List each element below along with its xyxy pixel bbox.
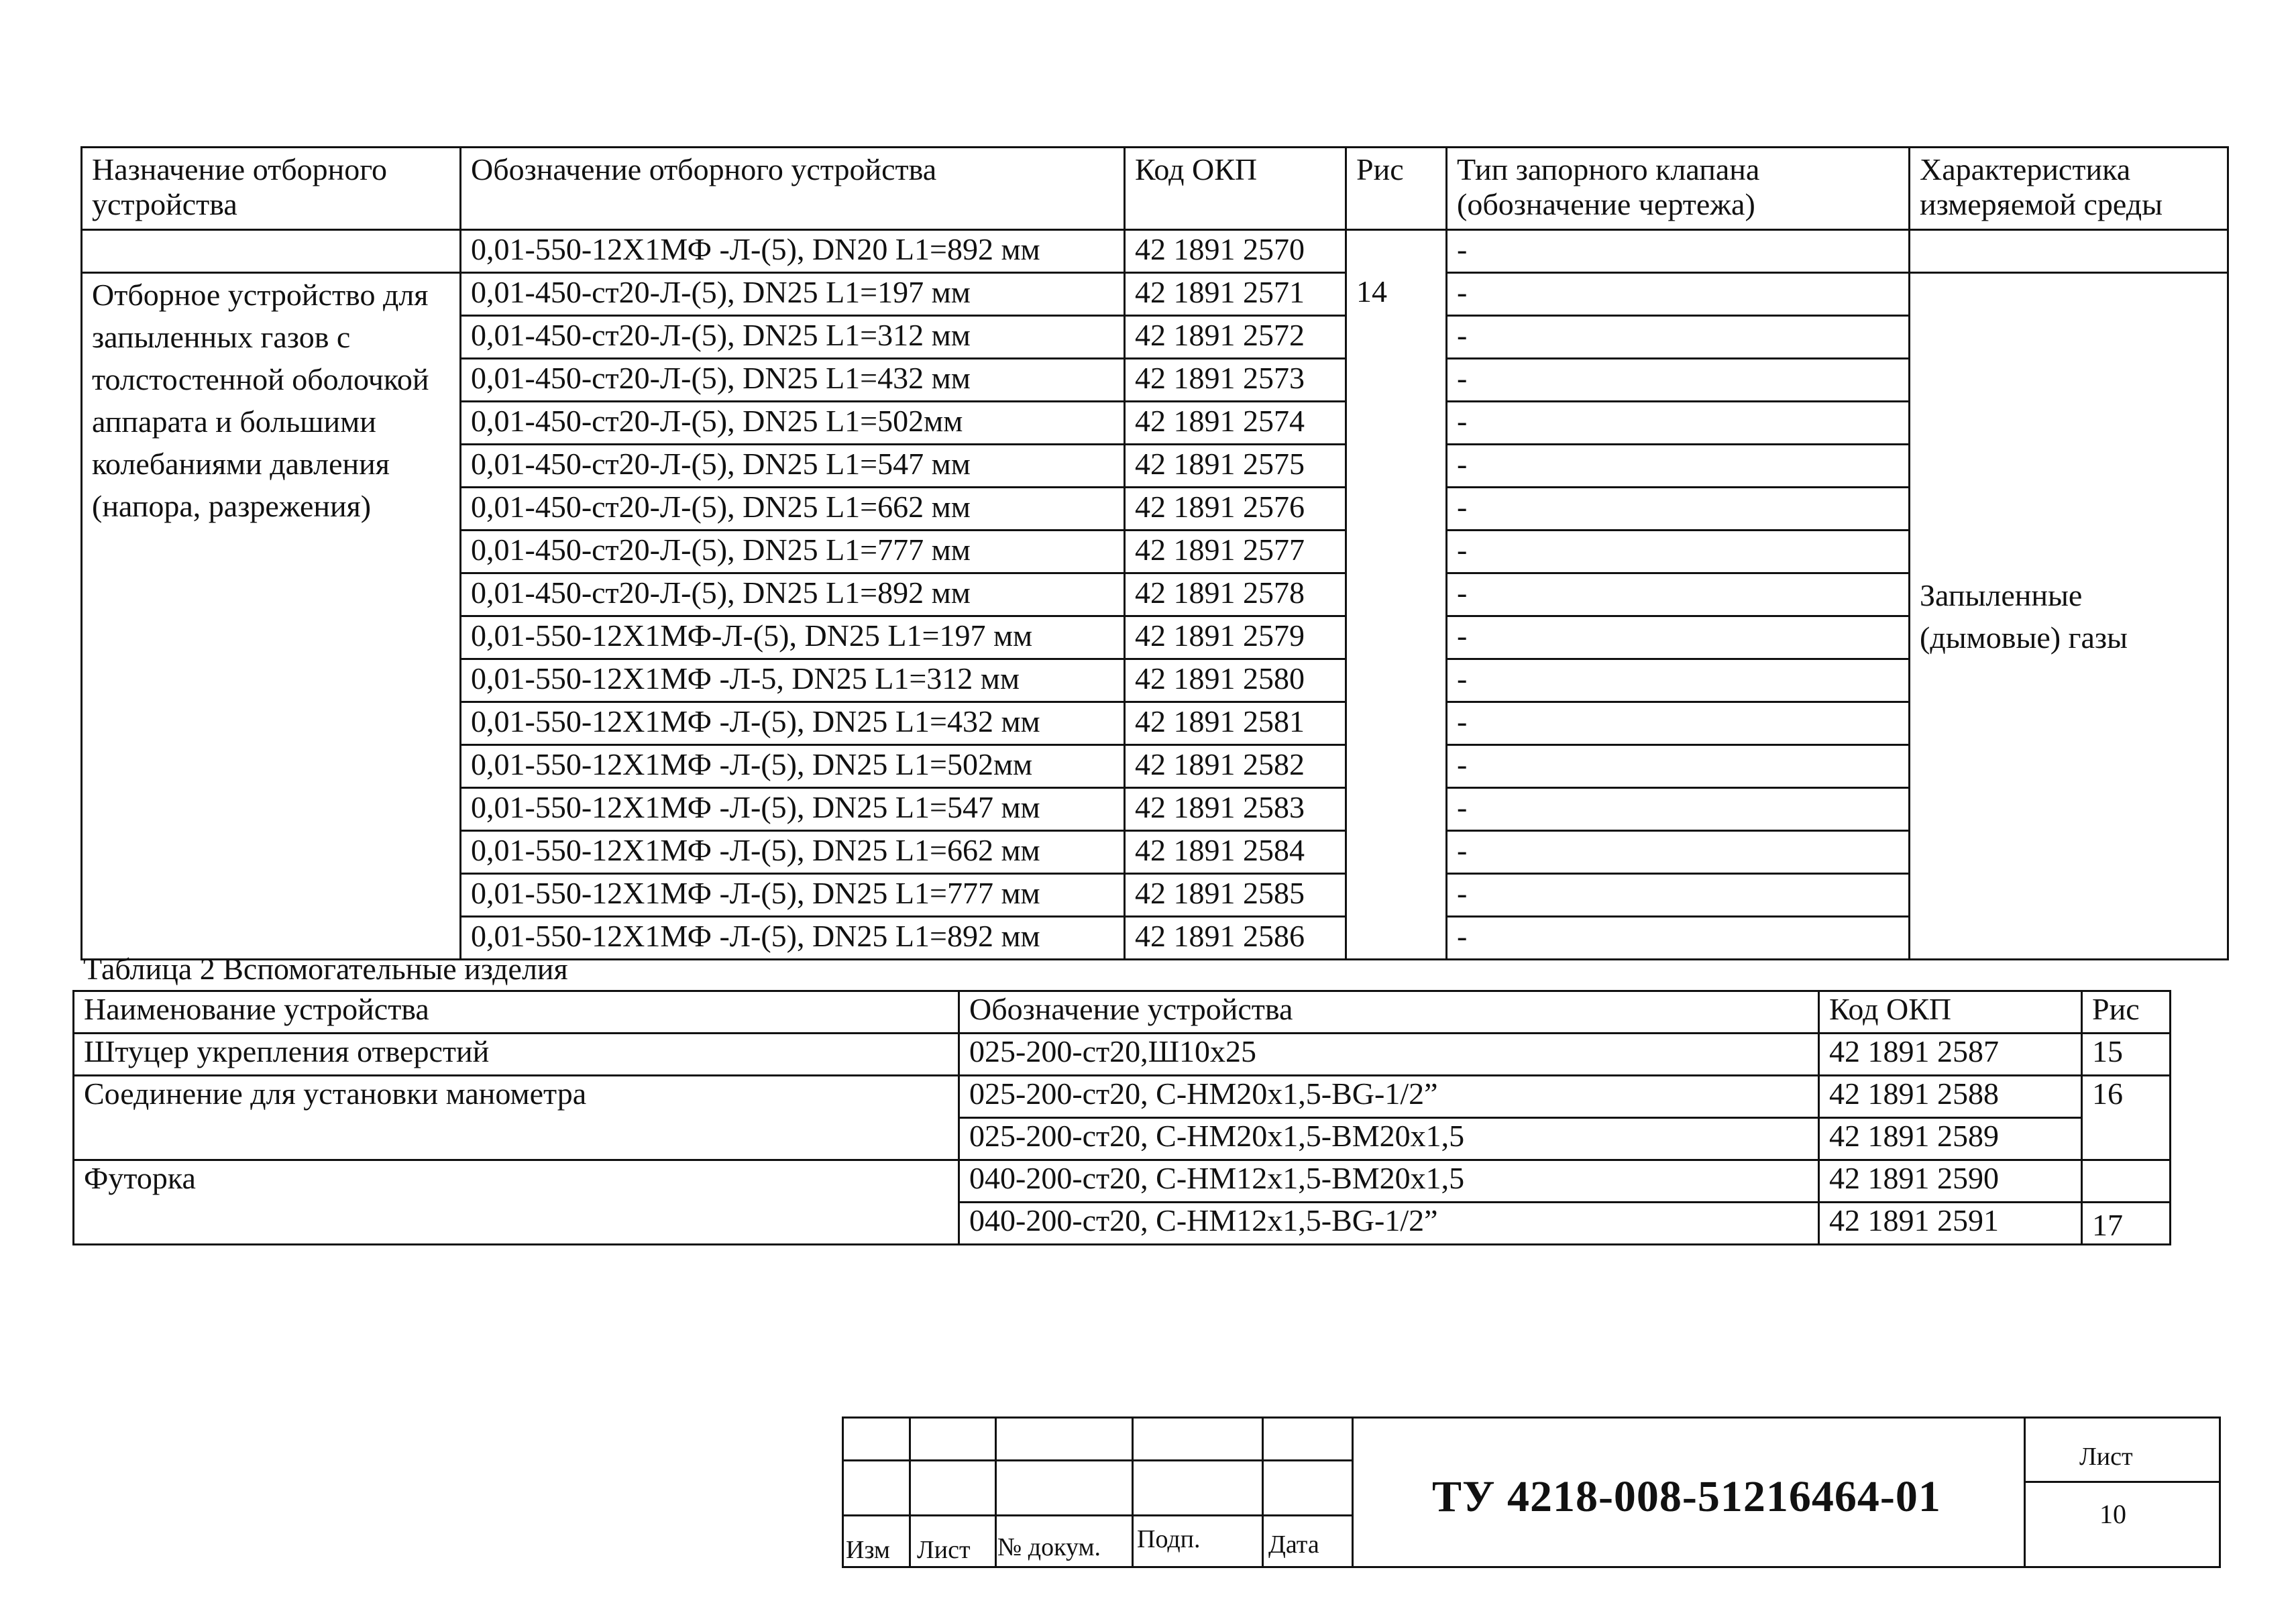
label-signature: Подп.: [1137, 1525, 1201, 1553]
header-medium: Характеристика измеряемой среды: [1910, 148, 2228, 230]
okp-code-cell: 42 1891 2583: [1125, 788, 1346, 831]
okp-code-cell: 42 1891 2577: [1125, 531, 1346, 573]
grid-line: [1132, 1416, 1134, 1568]
okp-code-cell: 42 1891 2582: [1125, 745, 1346, 788]
designation-cell: 0,01-450-ст20-Л-(5), DN25 L1=892 мм: [461, 573, 1125, 616]
label-date: Дата: [1268, 1531, 1319, 1559]
medium-cell: Запыленные (дымовые) газы: [1910, 273, 2228, 960]
designation-cell: 0,01-550-12Х1МФ-Л-(5), DN25 L1=197 мм: [461, 616, 1125, 659]
okp-code-cell: 42 1891 2571: [1125, 273, 1346, 316]
figure-cell-empty: [1346, 230, 1447, 273]
okp-code-cell: 42 1891 2580: [1125, 659, 1346, 702]
header-okp-code: Код ОКП: [1125, 148, 1346, 230]
okp-code-cell: 42 1891 2576: [1125, 488, 1346, 531]
designation-cell: 0,01-550-12Х1МФ -Л-5, DN25 L1=312 мм: [461, 659, 1125, 702]
valve-cell: -: [1447, 316, 1910, 359]
grid-line: [842, 1459, 1352, 1461]
table-row: [82, 273, 2228, 316]
designation-cell: 0,01-450-ст20-Л-(5), DN25 L1=502мм: [461, 402, 1125, 445]
valve-cell: -: [1447, 702, 1910, 745]
designation-cell: 0,01-550-12Х1МФ -Л-(5), DN25 L1=502мм: [461, 745, 1125, 788]
okp-code-cell: 42 1891 2584: [1125, 831, 1346, 874]
header-figure: Рис: [2082, 991, 2171, 1034]
grid-line: [1352, 1416, 1354, 1568]
grid-line: [842, 1514, 1352, 1516]
header-okp-code: Код ОКП: [1819, 991, 2082, 1034]
designation-cell: 0,01-550-12Х1МФ -Л-(5), DN25 L1=662 мм: [461, 831, 1125, 874]
purpose-cell: Отборное устройство для запыленных газов с толстостенной оболочкой аппарата и большими колебаниями давления (напора, разрежения): [82, 273, 461, 960]
valve-cell: -: [1447, 573, 1910, 616]
figure-cell-empty: [2082, 1160, 2171, 1203]
designation-cell: 0,01-450-ст20-Л-(5), DN25 L1=312 мм: [461, 316, 1125, 359]
okp-code-cell: 42 1891 2588: [1819, 1076, 2082, 1118]
header-figure: Рис: [1346, 148, 1447, 230]
okp-code-cell: 42 1891 2573: [1125, 359, 1346, 402]
valve-cell: -: [1447, 488, 1910, 531]
okp-code-cell: 42 1891 2586: [1125, 917, 1346, 960]
valve-cell: -: [1447, 788, 1910, 831]
designation-cell: 040-200-ст20, С-НМ12х1,5-BG-1/2”: [959, 1203, 1819, 1245]
valve-cell: -: [1447, 359, 1910, 402]
valve-cell: -: [1447, 445, 1910, 488]
header-name: Наименование устройства: [74, 991, 959, 1034]
name-cell: Футорка: [74, 1160, 959, 1245]
okp-code-cell: 42 1891 2587: [1819, 1034, 2082, 1076]
okp-code-cell: 42 1891 2572: [1125, 316, 1346, 359]
okp-code-cell: 42 1891 2581: [1125, 702, 1346, 745]
valve-cell: -: [1447, 831, 1910, 874]
okp-code-cell: 42 1891 2591: [1819, 1203, 2082, 1245]
grid-line: [2024, 1416, 2026, 1568]
title-block: [842, 1416, 2221, 1568]
grid-line: [2024, 1481, 2221, 1483]
okp-code-cell: 42 1891 2585: [1125, 874, 1346, 917]
table-header-row: [82, 148, 2228, 230]
designation-cell: 0,01-450-ст20-Л-(5), DN25 L1=547 мм: [461, 445, 1125, 488]
designation-cell: 0,01-550-12Х1МФ -Л-(5), DN25 L1=777 мм: [461, 874, 1125, 917]
okp-code-cell: 42 1891 2590: [1819, 1160, 2082, 1203]
designation-cell: 0,01-550-12Х1МФ -Л-(5), DN20 L1=892 мм: [461, 230, 1125, 273]
valve-cell: -: [1447, 745, 1910, 788]
sampling-devices-table: [80, 146, 2229, 960]
frame-left: [842, 1416, 844, 1568]
designation-cell: 0,01-450-ст20-Л-(5), DN25 L1=197 мм: [461, 273, 1125, 316]
designation-cell: 0,01-450-ст20-Л-(5), DN25 L1=662 мм: [461, 488, 1125, 531]
name-cell: Соединение для установки манометра: [74, 1076, 959, 1160]
valve-cell: -: [1447, 402, 1910, 445]
valve-cell: -: [1447, 917, 1910, 960]
okp-code-cell: 42 1891 2575: [1125, 445, 1346, 488]
okp-code-cell: 42 1891 2570: [1125, 230, 1346, 273]
designation-cell: 0,01-450-ст20-Л-(5), DN25 L1=432 мм: [461, 359, 1125, 402]
table-header-row: [74, 991, 2171, 1034]
frame-bottom: [842, 1566, 2221, 1568]
table-row: [82, 230, 2228, 273]
okp-code-cell: 42 1891 2579: [1125, 616, 1346, 659]
label-sheet: Лист: [917, 1536, 971, 1564]
designation-cell: 025-200-ст20,Ш10х25: [959, 1034, 1819, 1076]
medium-cell-empty: [1910, 230, 2228, 273]
okp-code-cell: 42 1891 2578: [1125, 573, 1346, 616]
frame-top: [842, 1416, 2221, 1419]
designation-cell: 040-200-ст20, С-НМ12х1,5-ВМ20х1,5: [959, 1160, 1819, 1203]
grid-line: [1262, 1416, 1264, 1568]
table2-caption: Таблица 2 Вспомогательные изделия: [83, 952, 568, 986]
valve-cell: -: [1447, 273, 1910, 316]
okp-code-cell: 42 1891 2574: [1125, 402, 1346, 445]
figure-cell: 17: [2082, 1203, 2171, 1245]
table-row: [74, 1160, 2171, 1203]
figure-cell: 15: [2082, 1034, 2171, 1076]
label-doc-no: № докум.: [997, 1533, 1101, 1561]
valve-cell: -: [1447, 531, 1910, 573]
header-purpose: Назначение отборного устройства: [82, 148, 461, 230]
auxiliary-items-table: [72, 990, 2171, 1245]
label-change: Изм: [846, 1536, 890, 1564]
header-designation: Обозначение устройства: [959, 991, 1819, 1034]
valve-cell: -: [1447, 230, 1910, 273]
valve-cell: -: [1447, 616, 1910, 659]
document-code: ТУ 4218-008-51216464-01: [1432, 1472, 1941, 1521]
table-row: [74, 1076, 2171, 1118]
header-valve-type: Тип запорного клапана (обозначение чертежа): [1447, 148, 1910, 230]
okp-code-cell: 42 1891 2589: [1819, 1118, 2082, 1160]
sheet-label: Лист: [2079, 1443, 2133, 1471]
valve-cell: -: [1447, 874, 1910, 917]
grid-line: [909, 1416, 911, 1568]
sheet-number: 10: [2099, 1499, 2126, 1529]
designation-cell: 0,01-450-ст20-Л-(5), DN25 L1=777 мм: [461, 531, 1125, 573]
figure-cell: 16: [2082, 1076, 2171, 1160]
header-designation: Обозначение отборного устройства: [461, 148, 1125, 230]
designation-cell: 0,01-550-12Х1МФ -Л-(5), DN25 L1=547 мм: [461, 788, 1125, 831]
designation-cell: 0,01-550-12Х1МФ -Л-(5), DN25 L1=432 мм: [461, 702, 1125, 745]
designation-cell: 025-200-ст20, С-НМ20х1,5-BG-1/2”: [959, 1076, 1819, 1118]
designation-cell: 025-200-ст20, С-НМ20х1,5-ВМ20х1,5: [959, 1118, 1819, 1160]
purpose-cell-empty: [82, 230, 461, 273]
figure-cell: 14: [1346, 273, 1447, 960]
frame-right: [2219, 1416, 2221, 1568]
table-row: [74, 1034, 2171, 1076]
valve-cell: -: [1447, 659, 1910, 702]
name-cell: Штуцер укрепления отверстий: [74, 1034, 959, 1076]
designation-cell: 0,01-550-12Х1МФ -Л-(5), DN25 L1=892 мм: [461, 917, 1125, 960]
grid-line: [995, 1416, 997, 1568]
